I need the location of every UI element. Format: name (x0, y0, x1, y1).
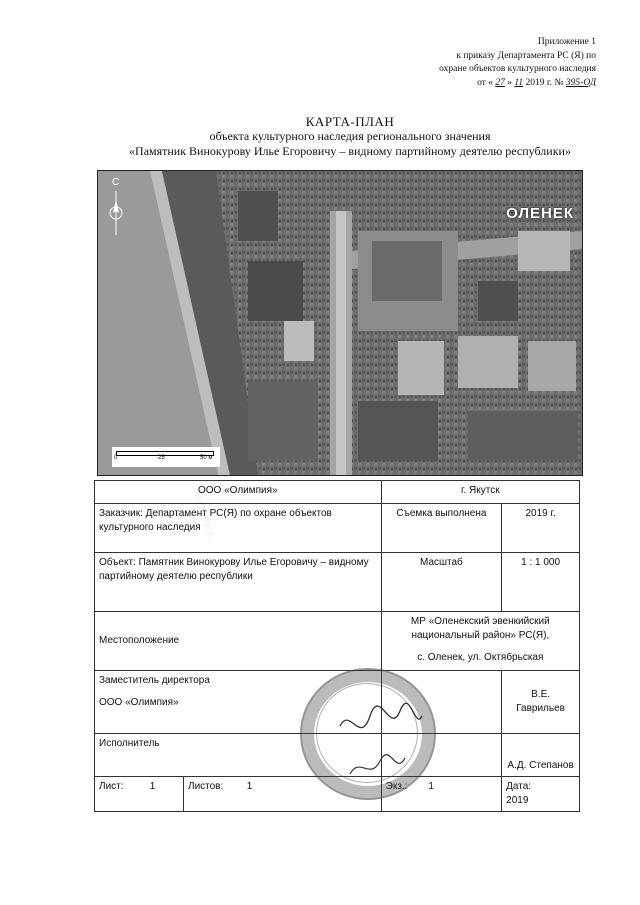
page-title: КАРТА-ПЛАН (305, 114, 395, 129)
appendix-year: 2019 г. № (525, 77, 564, 88)
date-label: Дата: (506, 781, 532, 792)
survey-label-cell: Съемка выполнена (381, 504, 502, 553)
map-scale-bar (112, 447, 220, 467)
sheet-label: Лист: (99, 781, 124, 792)
table-row (95, 612, 580, 671)
location-label-cell: Местоположение (95, 612, 382, 671)
table-row (95, 553, 580, 612)
scale-tick-50: 50 м (200, 455, 213, 461)
customer-cell: Заказчик: Департамент РС(Я) по охране объектов культурного наследия (95, 504, 382, 553)
city-cell: г. Якутск (381, 481, 579, 504)
date-cell (502, 777, 580, 812)
appendix-line-1: Приложение 1 (537, 37, 596, 47)
copy-label: Экз.: (385, 781, 408, 792)
compass-rose-icon (106, 177, 134, 237)
appendix-date-prefix: от « (477, 77, 493, 88)
object-cell: Объект: Памятник Винокурову Илье Егоровичу – видному партийному деятелю республики (95, 553, 382, 612)
executor-name-cell: А.Д. Степанов (502, 734, 580, 777)
appendix-date-mid: » (507, 77, 512, 88)
appendix-line-4 (356, 77, 596, 91)
title-subtitle-1: объекта культурного наследия регионального значения (209, 129, 491, 143)
table-row (95, 481, 580, 504)
survey-year-cell: 2019 г. (502, 504, 580, 553)
deputy-org: ООО «Олимпия» (99, 697, 179, 708)
table-row (95, 504, 580, 553)
location-value-cell (381, 612, 579, 671)
compass (106, 177, 134, 237)
sheets-label: Листов: (188, 781, 224, 792)
scale-tick-0: 0 (114, 455, 118, 461)
deputy-name-cell: В.Е. Гаврильев (502, 671, 580, 734)
signature-graphic (330, 686, 430, 786)
location-value-line-2: с. Оленек, ул. Октябрьская (417, 652, 544, 663)
appendix-line-3: охране объектов культурного наследия (439, 64, 596, 74)
sheet-cell (95, 777, 184, 812)
org-cell: ООО «Олимпия» (95, 481, 382, 504)
deputy-label: Заместитель директора (99, 675, 210, 686)
appendix-number: 395-ОД (565, 77, 596, 88)
location-value-line-1: МР «Оленекский эвенкийский национальный район» РС(Я), (410, 616, 550, 641)
appendix-line-2: к приказу Департамента РС (Я) по (456, 50, 596, 61)
date-value: 2019 (506, 795, 529, 806)
scale-tick-25: 25 (158, 455, 165, 461)
title-subtitle-2: «Памятник Винокурову Илье Егоровичу – видному партийному деятелю республики» (129, 144, 571, 158)
scale-value-cell: 1 : 1 000 (502, 553, 580, 612)
map-place-label: ОЛЕНЕК (506, 205, 574, 222)
executor-label-cell: Исполнитель (95, 734, 382, 777)
sheet-value: 1 (149, 781, 156, 792)
copy-value: 1 (428, 781, 434, 792)
appendix-header (356, 36, 596, 90)
map-river-label: ОЛЕНЕК (192, 491, 218, 541)
title-block (100, 114, 600, 159)
scale-label-cell: Масштаб (381, 553, 502, 612)
compass-north-label: С (112, 177, 120, 188)
appendix-day: 27 (495, 77, 505, 88)
appendix-month: 11 (514, 77, 524, 88)
sheets-value: 1 (246, 781, 253, 792)
